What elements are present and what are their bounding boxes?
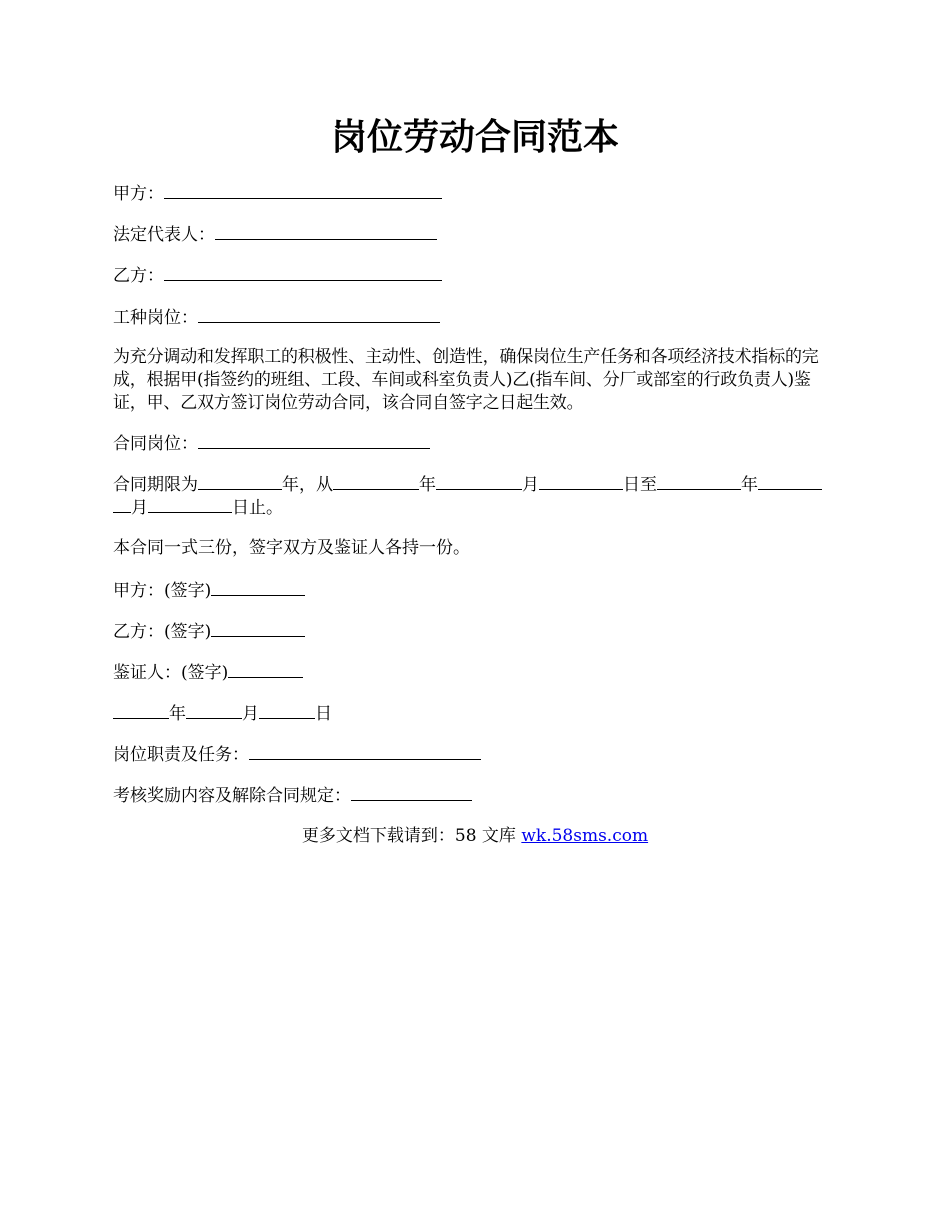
start-day-blank[interactable] — [539, 472, 623, 490]
sign-day-blank[interactable] — [259, 701, 315, 719]
term-month-2: 月 — [131, 498, 148, 518]
sign-month-blank[interactable] — [186, 701, 242, 719]
party-b-blank[interactable] — [164, 263, 442, 281]
legal-rep-label: 法定代表人： — [113, 225, 215, 245]
job-type-blank[interactable] — [198, 305, 440, 323]
duties-field — [113, 742, 840, 767]
contract-post-label: 合同岗位： — [113, 434, 198, 454]
sign-month-label: 月 — [242, 704, 259, 724]
start-year-blank[interactable] — [333, 472, 419, 490]
rewards-field — [113, 783, 840, 808]
job-type-label: 工种岗位： — [113, 308, 198, 328]
document-title: 岗位劳动合同范本 — [330, 116, 619, 158]
term-day-to: 日至 — [623, 475, 657, 495]
term-year-from: 年，从 — [282, 475, 333, 495]
duties-label: 岗位职责及任务： — [113, 745, 249, 765]
contract-term-line-2 — [113, 495, 840, 520]
duties-blank[interactable] — [249, 742, 481, 760]
party-b-signature-blank[interactable] — [211, 619, 305, 637]
party-b-signature-label: 乙方：(签字) — [113, 622, 212, 642]
job-type-field — [113, 305, 840, 330]
party-b-signature — [113, 619, 840, 644]
end-day-blank[interactable] — [148, 495, 232, 513]
footer — [0, 825, 950, 848]
sign-year-blank[interactable] — [113, 701, 169, 719]
rewards-label: 考核奖励内容及解除合同规定： — [113, 786, 351, 806]
witness-signature-label: 鉴证人：(签字) — [113, 663, 229, 683]
term-day-end: 日止。 — [232, 498, 283, 518]
term-prefix: 合同期限为 — [113, 475, 198, 495]
sign-year-label: 年 — [169, 704, 186, 724]
contract-post-blank[interactable] — [198, 431, 430, 449]
party-a-label: 甲方： — [113, 184, 164, 204]
sign-day-label: 日 — [315, 704, 332, 724]
party-b-field — [113, 263, 840, 288]
term-duration-blank[interactable] — [198, 472, 282, 490]
term-year-3: 年 — [741, 475, 758, 495]
start-month-blank[interactable] — [436, 472, 522, 490]
contract-term-line-1 — [113, 472, 840, 497]
intro-paragraph: 为充分调动和发挥职工的积极性、主动性、创造性，确保岗位生产任务和各项经济技术指标的完成，根据甲(指签约的班组、工段、车间或科室负责人)乙(指车间、分厂或部室的行政负责人)鉴证，甲、乙双方签订岗位劳动合同，该合同自签字之日起生效。 — [113, 347, 819, 413]
party-b-label: 乙方： — [113, 266, 164, 286]
witness-signature — [113, 660, 840, 685]
signing-date — [113, 701, 840, 726]
party-a-signature-label: 甲方：(签字) — [113, 581, 212, 601]
term-year-2: 年 — [419, 475, 436, 495]
end-month-blank-part2[interactable] — [113, 495, 131, 513]
end-year-blank[interactable] — [657, 472, 741, 490]
copies-statement: 本合同一式三份，签字双方及鉴证人各持一份。 — [113, 538, 470, 558]
rewards-blank[interactable] — [351, 783, 472, 801]
party-a-field — [113, 181, 840, 206]
party-a-signature — [113, 578, 840, 603]
legal-rep-field — [113, 222, 840, 247]
party-a-signature-blank[interactable] — [211, 578, 305, 596]
footer-link[interactable]: wk.58sms.com — [521, 826, 649, 846]
term-month-1: 月 — [522, 475, 539, 495]
end-month-blank-part1[interactable] — [758, 472, 822, 490]
party-a-blank[interactable] — [164, 181, 442, 199]
legal-rep-blank[interactable] — [215, 222, 437, 240]
footer-text: 更多文档下载请到：58 文库 — [301, 826, 522, 846]
contract-post-field — [113, 431, 840, 456]
witness-signature-blank[interactable] — [228, 660, 303, 678]
